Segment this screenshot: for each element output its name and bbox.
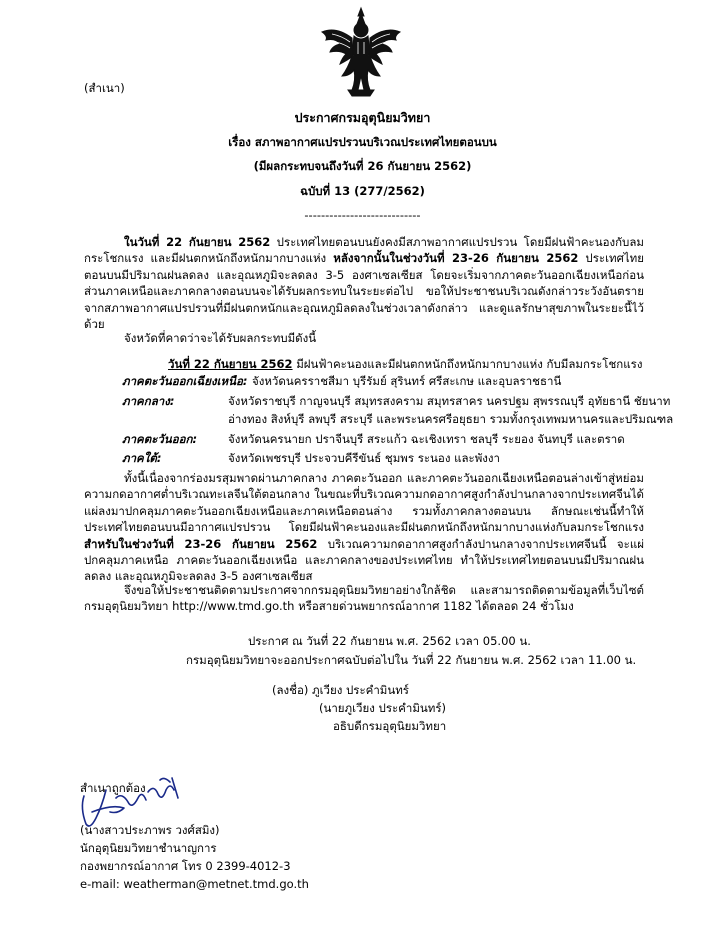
- region-value-northeast: จังหวัดนครราชสีมา บุรีรัมย์ สุรินทร์ ศรีสะเกษ และอุบลราชธานี: [252, 374, 562, 388]
- region-value-east: จังหวัดนครนายก ปราจีนบุรี สระแก้ว ฉะเชิงเทรา ชลบุรี ระยอง จันทบุรี และตราด: [228, 432, 625, 446]
- region-value-central-1: จังหวัดราชบุรี กาญจนบุรี สมุทรสงคราม สมุทรสาคร นครปฐม สุพรรณบุรี อุทัยธานี ชัยนาท: [228, 394, 671, 408]
- signed-line: (ลงชื่อ) ภูเวียง ประคำมินทร์: [272, 683, 409, 697]
- affected-heading: จังหวัดที่คาดว่าจะได้รับผลกระทบมีดังนี้: [124, 331, 317, 345]
- intro-text-2: ประเทศไทยตอนบนมีปริมาณฝนลดลง และอุณหภูมิจะลดลง 3-5 องศาเซลเซียส โดยจะเริ่มจากภาคตะวันออกเฉียงเหนือก่อน ส่วนภาคเหนือและภาคกลางตอนบนจะได้รับผลกระทบในระยะต่อไป ขอให้ประชาชนบริเวณดังกล่าวระวังอันตรายจากสภาพอากาศแปรปรวนที่มีฝนตกหนักและอุณหภูมิลดลงในช่วงเวลาดังกล่าว และดูแลรักษาสุขภาพในระยะนี้ไว้ด้วย: [84, 251, 644, 332]
- signer-name: (นายภูเวียง ประคำมินทร์): [319, 701, 447, 715]
- cause-paragraph: [84, 470, 644, 585]
- region-label-east: ภาคตะวันออก:: [122, 432, 198, 446]
- advice-paragraph: จึงขอให้ประชาชนติดตามประกาศจากกรมอุตุนิยมวิทยาอย่างใกล้ชิด และสามารถติดตามข้อมูลที่เว็บไซต์กรมอุตุนิยมวิทยา http://www.tmd.go.th หรือสายด่วนพยากรณ์อากาศ 1182 ได้ตลอด 24 ชั่วโมง: [84, 583, 644, 614]
- issue-number: ฉบับที่ 13 (277/2562): [300, 184, 425, 198]
- cause-text-2: บริเวณความกดอากาศสูงกำลังปานกลางจากประเทศจีนนี้ จะแผ่ปกคลุมภาคเหนือ ภาคตะวันออกเฉียงเหนือ และภาคกลางของประเทศไทย ทำให้ประเทศไทยตอนบนมีปริมาณฝนลดลง และอุณหภูมิจะลดลง 3-5 องศาเซลเซียส: [84, 536, 644, 584]
- announced-line: ประกาศ ณ วันที่ 22 กันยายน พ.ศ. 2562 เวลา 05.00 น.: [248, 634, 531, 648]
- garuda-emblem-icon: [318, 6, 404, 98]
- intro-date: ในวันที่ 22 กันยายน 2562: [124, 235, 271, 249]
- region-label-central: ภาคกลาง:: [122, 394, 175, 408]
- cause-text-1: ทั้งนี้เนื่องจากร่องมรสุมพาดผ่านภาคกลาง ภาคตะวันออก และภาคตะวันออกเฉียงเหนือตอนล่างเข้าสู่หย่อมความกดอากาศต่ำบริเวณทะเลจีนใต้ตอนกลาง ในขณะที่บริเวณความกดอากาศสูงกำลังปานกลางจากประเทศจีนได้แผ่ลงมาปกคลุมภาคตะวันออกเฉียงเหนือและภาคเหนือตอนล่าง รวมทั้งภาคกลางตอนบน ลักษณะเช่นนี้ทำให้ประเทศไทยตอนบนมีอากาศแปรปรวน โดยมีฝนฟ้าคะนองและมีฝนตกหนักถึงหนักมากบางแห่งกับลมกระโชกแรง: [84, 471, 644, 535]
- region-label-northeast: ภาคตะวันออกเฉียงเหนือ:: [122, 374, 248, 388]
- day-line-text: มีฝนฟ้าคะนองและมีฝนตกหนักถึงหนักมากบางแห่ง กับมีลมกระโชกแรง: [292, 357, 643, 371]
- region-value-central-2: อ่างทอง สิงห์บุรี ลพบุรี สระบุรี และพระนครศรีอยุธยา รวมทั้งกรุงเทพมหานครและปริมณฑล: [228, 412, 674, 426]
- next-issue-line: กรมอุตุนิยมวิทยาจะออกประกาศฉบับต่อไปใน วันที่ 22 กันยายน พ.ศ. 2562 เวลา 11.00 น.: [186, 653, 637, 667]
- intro-period: หลังจากนั้นในช่วงวันที่ 23-26 กันยายน 2562: [333, 251, 579, 266]
- effective-period: (มีผลกระทบจนถึงวันที่ 26 กันยายน 2562): [253, 159, 472, 173]
- document-title: ประกาศกรมอุตุนิยมวิทยา: [294, 110, 431, 125]
- region-label-south: ภาคใต้:: [122, 451, 162, 465]
- certified-division: กองพยากรณ์อากาศ โทร 0 2399-4012-3: [80, 859, 291, 873]
- signer-position: อธิบดีกรมอุตุนิยมวิทยา: [333, 719, 447, 733]
- certified-label: สำเนาถูกต้อง: [80, 781, 146, 795]
- intro-paragraph: [84, 234, 644, 332]
- copy-mark: (สำเนา): [84, 81, 125, 95]
- day-line-date: วันที่ 22 กันยายน 2562: [168, 357, 293, 371]
- intro-text-1: ประเทศไทยตอนบนยังคงมีสภาพอากาศแปรปรวน โดยมีฝนฟ้าคะนองกับลมกระโชกแรง และมีฝนตกหนักถึงหนักมากบางแห่ง: [84, 235, 644, 266]
- day-line: [168, 356, 642, 372]
- header-separator: ----------------------------: [304, 208, 421, 222]
- cause-period: สำหรับในช่วงวันที่ 23-26 กันยายน 2562: [84, 536, 318, 551]
- certified-position: นักอุตุนิยมวิทยาชำนาญการ: [80, 841, 217, 855]
- certified-name: (นางสาวประภาพร วงศ์สมิง): [80, 823, 220, 837]
- document-subject: เรื่อง สภาพอากาศแปรปรวนบริเวณประเทศไทยตอนบน: [228, 135, 497, 149]
- region-value-south: จังหวัดเพชรบุรี ประจวบคีรีขันธ์ ชุมพร ระนอง และพังงา: [228, 451, 500, 465]
- certified-email: e-mail: weatherman@metnet.tmd.go.th: [80, 877, 309, 891]
